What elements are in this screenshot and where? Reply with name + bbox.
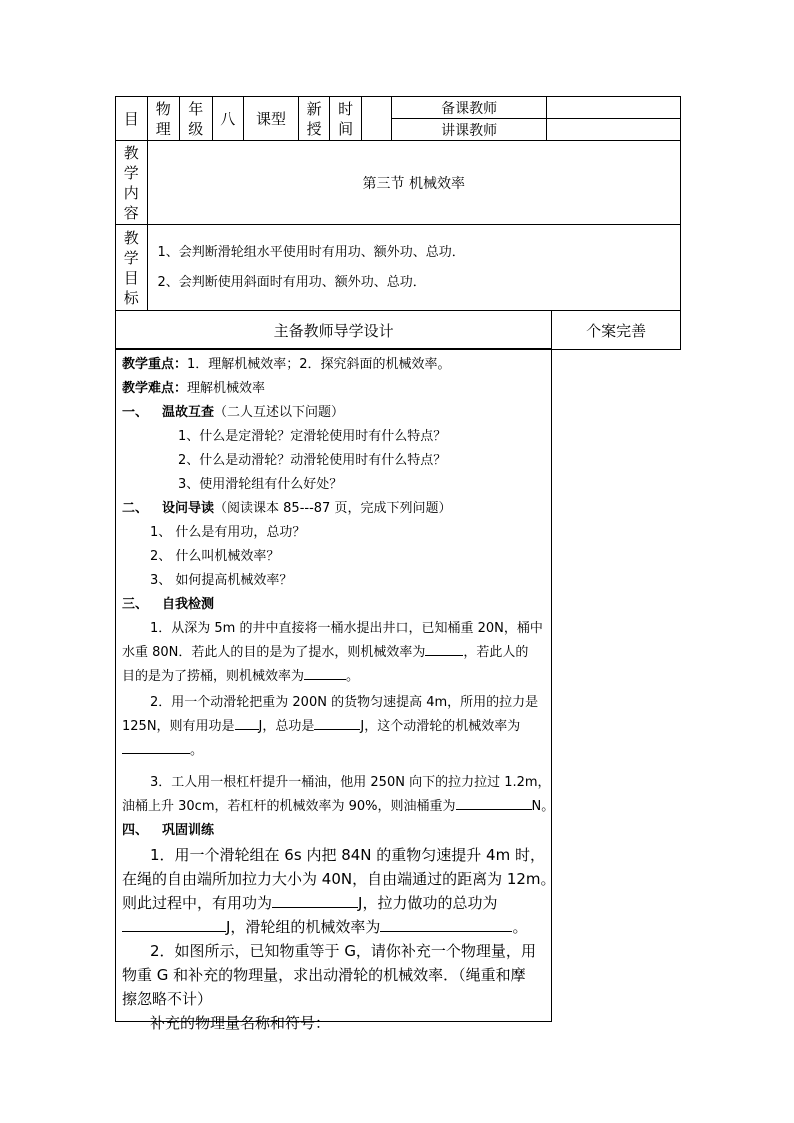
problem-2-line-3 bbox=[122, 739, 545, 763]
problem-text: 。 bbox=[346, 669, 360, 684]
content-label-char-4: 容 bbox=[123, 203, 139, 222]
practice-2-line-4: 补充的物理量名称和符号： bbox=[150, 1014, 331, 1032]
course-type-value bbox=[298, 97, 330, 141]
time-value bbox=[361, 97, 391, 141]
prep-teacher-label: 备课教师 bbox=[392, 97, 546, 119]
time-char-1: 时 bbox=[338, 99, 354, 118]
section-title: 巩固训练 bbox=[162, 823, 215, 838]
problem-1-line-2 bbox=[122, 641, 545, 665]
guide-question: 1、 什么是有用功，总功？ bbox=[150, 525, 306, 540]
objective-item: 1、会判断滑轮组水平使用时有用功、额外功、总功． bbox=[157, 244, 465, 260]
objectives-label-char-1: 教 bbox=[123, 228, 139, 247]
grade-value: 八 bbox=[212, 97, 244, 141]
section-heading-3 bbox=[122, 593, 545, 617]
problem-3-line-1: 3．工人用一根杠杆提升一桶油，他用 250N 向下的拉力拉过 1.2m， bbox=[150, 775, 551, 790]
problem-2-line-2 bbox=[122, 715, 545, 739]
content-label-char-2: 学 bbox=[123, 163, 139, 182]
answer-blank[interactable] bbox=[380, 917, 512, 932]
section-number: 四、 bbox=[122, 823, 149, 838]
subject-char-1: 物 bbox=[155, 99, 171, 118]
problem-text: J，这个动滑轮的机械效率为 bbox=[360, 719, 521, 734]
problem-text: N。 bbox=[531, 799, 555, 814]
problem-text: 油桶上升 30cm，若杠杆的机械效率为 90%，则油桶重为 bbox=[122, 799, 456, 814]
problem-text: 。 bbox=[190, 743, 204, 758]
answer-blank[interactable] bbox=[272, 893, 358, 908]
subject-cell bbox=[147, 97, 180, 141]
problem-text: J，总功是 bbox=[258, 719, 315, 734]
problem-text: J，滑轮组的机械效率为 bbox=[226, 918, 381, 936]
problem-3-line-2 bbox=[122, 795, 555, 819]
answer-blank[interactable] bbox=[425, 641, 463, 656]
grade-label-cell bbox=[180, 97, 213, 141]
problem-text: ，若此人的 bbox=[463, 645, 529, 660]
focus-line bbox=[122, 353, 545, 377]
practice-1-line-3 bbox=[122, 891, 545, 915]
section-title: 自我检测 bbox=[162, 597, 215, 612]
problem-text: 水重 80N．若此人的目的是为了提水，则机械效率为 bbox=[122, 645, 426, 660]
difficulty-line bbox=[122, 377, 545, 401]
focus-label: 教学重点： bbox=[122, 357, 188, 372]
answer-blank[interactable] bbox=[235, 715, 259, 730]
practice-2-line-3: 擦忽略不计） bbox=[122, 990, 213, 1008]
section-number: 三、 bbox=[122, 597, 149, 612]
content-label bbox=[116, 141, 148, 225]
design-table bbox=[115, 310, 681, 350]
practice-1-line-2: 在绳的自由端所加拉力大小为 40N，自由端通过的距离为 12m。 bbox=[122, 870, 556, 888]
difficulty-text: 理解机械效率 bbox=[187, 381, 266, 396]
objective-item: 2、会判断使用斜面时有用功、额外功、总功． bbox=[157, 274, 426, 290]
section-note: （二人互述以下问题） bbox=[214, 405, 345, 420]
design-body bbox=[115, 348, 556, 1032]
answer-blank[interactable] bbox=[314, 715, 360, 730]
lecture-teacher-label: 讲课教师 bbox=[392, 119, 546, 141]
header-col1: 目 bbox=[116, 97, 148, 141]
guide-question: 2、 什么叫机械效率？ bbox=[150, 549, 280, 564]
time-char-2: 间 bbox=[338, 119, 354, 138]
review-question: 3、使用滑轮组有什么好处？ bbox=[178, 477, 343, 492]
section-heading-4 bbox=[122, 819, 545, 843]
subject-char-2: 理 bbox=[155, 119, 171, 138]
section-heading-2 bbox=[122, 497, 545, 521]
practice-1-line-4 bbox=[122, 915, 545, 939]
objectives-label-char-4: 标 bbox=[123, 288, 139, 307]
review-question: 2、什么是动滑轮？动滑轮使用时有什么特点？ bbox=[178, 453, 447, 468]
section-title: 设问导读 bbox=[162, 501, 215, 516]
content-label-char-1: 教 bbox=[123, 143, 139, 162]
focus-text: 1．理解机械效率；2．探究斜面的机械效率。 bbox=[187, 357, 451, 372]
objectives-list bbox=[147, 225, 681, 311]
section-heading-1 bbox=[122, 401, 545, 425]
design-header-left: 主备教师导学设计 bbox=[116, 311, 552, 350]
content-label-char-3: 内 bbox=[123, 183, 139, 202]
problem-1-line-1: 1．从深为 5m 的井中直接将一桶水提出井口，已知桶重 20N，桶中 bbox=[150, 621, 543, 636]
answer-blank[interactable] bbox=[456, 795, 532, 810]
problem-text: 125N，则有用功是 bbox=[122, 719, 235, 734]
objectives-label-char-2: 学 bbox=[123, 248, 139, 267]
problem-text: J，拉力做功的总功为 bbox=[358, 894, 498, 912]
guide-question: 3、 如何提高机械效率？ bbox=[150, 573, 293, 588]
answer-blank[interactable] bbox=[122, 917, 226, 932]
lesson-title: 第三节 机械效率 bbox=[147, 141, 681, 225]
time-label bbox=[330, 97, 362, 141]
practice-2-line-1: 2．如图所示，已知物重等于 G，请你补充一个物理量，用 bbox=[150, 942, 536, 960]
prep-teacher-value bbox=[546, 97, 680, 119]
section-number: 一、 bbox=[122, 405, 149, 420]
answer-blank[interactable] bbox=[122, 739, 190, 754]
problem-1-line-3 bbox=[122, 665, 545, 689]
objectives-label-char-3: 目 bbox=[123, 268, 139, 287]
difficulty-label: 教学难点： bbox=[122, 381, 188, 396]
section-note: （阅读课本 85---87 页，完成下列问题） bbox=[214, 501, 452, 516]
course-type-label: 课型 bbox=[244, 97, 299, 141]
answer-blank[interactable] bbox=[304, 665, 346, 680]
grade-char-1: 年 bbox=[188, 99, 204, 118]
section-title: 温故互查 bbox=[162, 405, 215, 420]
problem-text: 目的是为了捞桶，则机械效率为 bbox=[122, 669, 305, 684]
problem-text: 则此过程中，有用功为 bbox=[122, 894, 273, 912]
problem-text: 。 bbox=[512, 918, 528, 936]
header-table bbox=[115, 96, 681, 311]
design-header-right: 个案完善 bbox=[552, 311, 681, 350]
review-question: 1、什么是定滑轮？定滑轮使用时有什么特点？ bbox=[178, 429, 447, 444]
course-type-char-2: 授 bbox=[306, 119, 322, 138]
practice-1-line-1: 1．用一个滑轮组在 6s 内把 84N 的重物匀速提升 4m 时， bbox=[150, 846, 545, 864]
practice-2-line-2: 物重 G 和补充的物理量，求出动滑轮的机械效率．（绳重和摩 bbox=[122, 966, 526, 984]
objectives-label bbox=[116, 225, 148, 311]
lecture-teacher-value bbox=[546, 119, 680, 141]
grade-char-2: 级 bbox=[188, 119, 204, 138]
section-number: 二、 bbox=[122, 501, 149, 516]
course-type-char-1: 新 bbox=[306, 99, 322, 118]
problem-2-line-1: 2．用一个动滑轮把重为 200N 的货物匀速提高 4m，所用的拉力是 bbox=[150, 695, 539, 710]
